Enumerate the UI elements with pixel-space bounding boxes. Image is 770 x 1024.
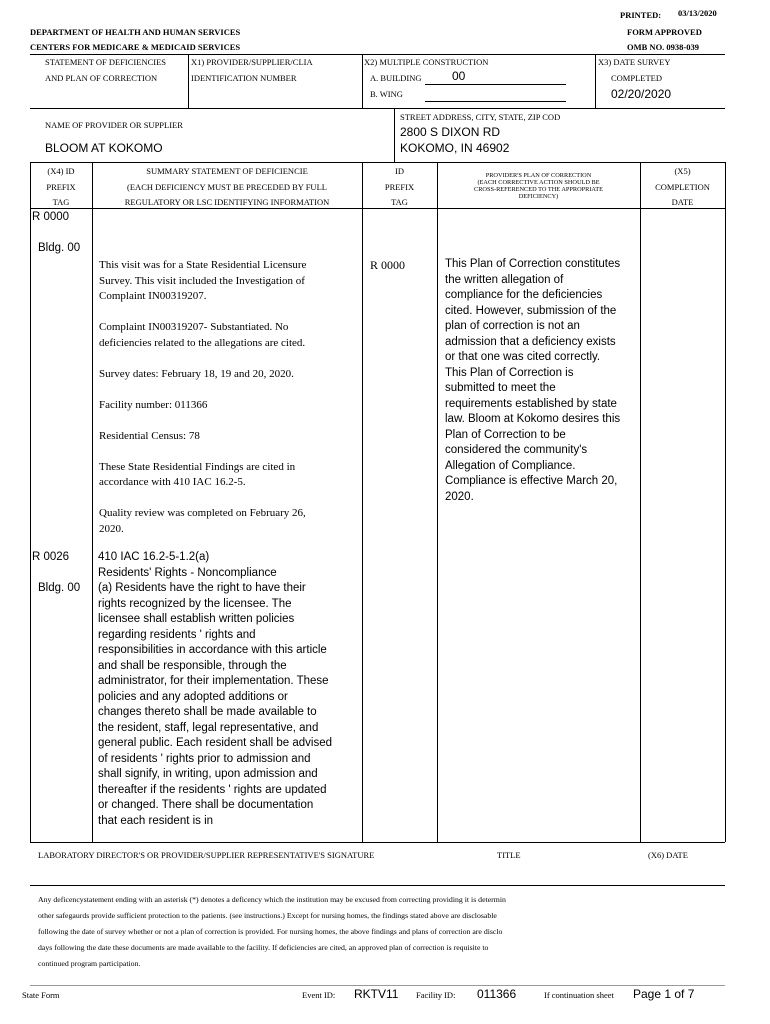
state-form-label: State Form xyxy=(22,990,60,1000)
poc-header-1: PROVIDER'S PLAN OF CORRECTION xyxy=(485,172,592,179)
id-header-2: PREFIX xyxy=(384,182,415,192)
summary-paragraph: These State Residential Findings are cited in accordance with 410 IAC 16.2-5. xyxy=(99,460,296,488)
row2-summary xyxy=(98,550,334,829)
row2-text: (a) Residents have the right to have their rights recognized by the licensee. The licensee shall establish written policies regarding residents ' rights and responsibilities in accordance with this article and shall be responsible, through the administrator, for their implementation. These policies and any adopted additions or changes thereto shall be made available to the resident, staff, legal representative, and general public. Each resident shall be advised of residents ' rights prior to admission and shall signify, in writing, upon admission and thereafter if the residents ' rights are updated or changed. There shall be documentation that each resident is in xyxy=(98,582,332,827)
summary-paragraph: Facility number: 011366 xyxy=(99,398,208,411)
event-id-label: Event ID: xyxy=(302,990,336,1000)
page-number: Page 1 of 7 xyxy=(633,987,695,1001)
disclosure-notice xyxy=(38,892,723,972)
x4-header-1: (X4) ID xyxy=(47,166,75,176)
building-value: 00 xyxy=(452,69,466,83)
row1-bldg: Bldg. 00 xyxy=(38,242,81,254)
x4-header-2: PREFIX xyxy=(46,182,76,192)
address-line-1: 2800 S DIXON RD xyxy=(400,125,501,139)
poc-header-2: (EACH CORRECTIVE ACTION SHOULD BE xyxy=(477,179,600,186)
form-approved: FORM APPROVED xyxy=(627,27,702,37)
x2-label: X2) MULTIPLE CONSTRUCTION xyxy=(364,57,489,67)
x3-label-1: X3) DATE SURVEY xyxy=(598,57,671,67)
notice-line: other safegaurds provide sufficient protection to the patients. (see instructions.) Except for nursing homes, the findings stated above are disclosable xyxy=(38,911,497,920)
x1-label-2: IDENTIFICATION NUMBER xyxy=(191,73,297,83)
row1-poc-tag: R 0000 xyxy=(370,258,406,272)
notice-line: days following the date these documents are made available to the facility. If deficiencies are cited, an approved plan of correction is requisite to xyxy=(38,943,489,952)
row1-tag: R 0000 xyxy=(32,211,70,223)
summary-paragraph: Complaint IN00319207- Substantiated. No deficiencies related to the allegations are cited. xyxy=(99,321,306,349)
building-label: A. BUILDING xyxy=(370,73,422,83)
summary-header-3: REGULATORY OR LSC IDENTIFYING INFORMATION xyxy=(124,197,330,207)
id-header-1: ID xyxy=(395,166,404,176)
poc-header-3: CROSS-REFERENCED TO THE APPROPRIATE xyxy=(474,186,603,193)
notice-line: continued program participation. xyxy=(38,959,141,968)
row1-poc-text: This Plan of Correction constitutes the written allegation of compliance for the deficiencies cited. However, submission of the plan of correction is not an admission that a deficiency exists or that one was cited correctly. This Plan of Correction is submitted to meet the requirements established by state law. Bloom at Kokomo desires this Plan of Correction to be considered the community's Allegation of Compliance. Compliance is effective March 20, 2020. xyxy=(445,258,621,503)
row2-bldg: Bldg. 00 xyxy=(38,582,81,594)
summary-paragraph: Quality review was completed on February 26, 2020. xyxy=(99,507,306,535)
provider-label: NAME OF PROVIDER OR SUPPLIER xyxy=(45,120,183,130)
address-line-2: KOKOMO, IN 46902 xyxy=(400,141,510,155)
title-label: TITLE xyxy=(497,850,521,860)
summary-paragraph: Residential Census: 78 xyxy=(99,429,200,442)
facility-id-label: Facility ID: xyxy=(416,990,456,1000)
continuation-label: If continuation sheet xyxy=(544,990,614,1000)
row2-tag: R 0026 xyxy=(32,551,70,563)
printed-label: PRINTED: xyxy=(620,10,662,20)
signature-label: LABORATORY DIRECTOR'S OR PROVIDER/SUPPLIER REPRESENTATIVE'S SIGNATURE xyxy=(38,850,375,860)
x1-label-1: X1) PROVIDER/SUPPLIER/CLIA xyxy=(191,57,313,67)
x6-date-label: (X6) DATE xyxy=(648,850,688,860)
x5-header-2: COMPLETION xyxy=(655,182,710,192)
id-header-3: TAG xyxy=(391,197,408,207)
row2-title-1: 410 IAC 16.2-5-1.2(a) xyxy=(98,551,210,563)
x4-header-3: TAG xyxy=(52,197,70,207)
summary-header-1: SUMMARY STATEMENT OF DEFICIENCIE xyxy=(146,166,308,176)
poc-header-4: DEFICIENCY) xyxy=(518,193,559,200)
row1-summary xyxy=(99,258,325,553)
provider-name: BLOOM AT KOKOMO xyxy=(45,141,163,155)
wing-label: B. WING xyxy=(370,89,403,99)
omb-number: OMB NO. 0938-039 xyxy=(627,42,700,52)
address-label: STREET ADDRESS, CITY, STATE, ZIP COD xyxy=(400,112,561,122)
x5-header-3: DATE xyxy=(671,197,694,207)
survey-completed-date: 02/20/2020 xyxy=(611,87,672,101)
agency-line1: DEPARTMENT OF HEALTH AND HUMAN SERVICES xyxy=(30,27,241,37)
notice-line: Any deficencystatement ending with an asterisk (*) denotes a deficency which the institution may be excused from correcting providing it is determin xyxy=(38,895,506,904)
notice-line: following the date of survey whether or not a plan of correction is provided. For nursing homes, the above findings and plans of correction are disclo xyxy=(38,927,503,936)
statement-label-2: AND PLAN OF CORRECTION xyxy=(45,73,158,83)
row2-title-2: Residents' Rights - Noncompliance xyxy=(98,566,277,579)
summary-paragraph: Survey dates: February 18, 19 and 20, 2020. xyxy=(99,367,294,380)
x3-label-2: COMPLETED xyxy=(611,73,662,83)
printed-date: 03/13/2020 xyxy=(678,8,717,18)
facility-id-value: 011366 xyxy=(477,987,517,1001)
summary-paragraph: This visit was for a State Residential Licensure Survey. This visit included the Investigation of Complaint IN00319207. xyxy=(99,259,307,302)
summary-header-2: (EACH DEFICIENCY MUST BE PRECEDED BY FULL xyxy=(127,182,327,192)
event-id-value: RKTV11 xyxy=(354,987,399,1001)
agency-line2: CENTERS FOR MEDICARE & MEDICAID SERVICES xyxy=(30,42,241,52)
statement-label-1: STATEMENT OF DEFICIENCIES xyxy=(45,57,167,67)
x5-header-1: (X5) xyxy=(674,166,691,176)
